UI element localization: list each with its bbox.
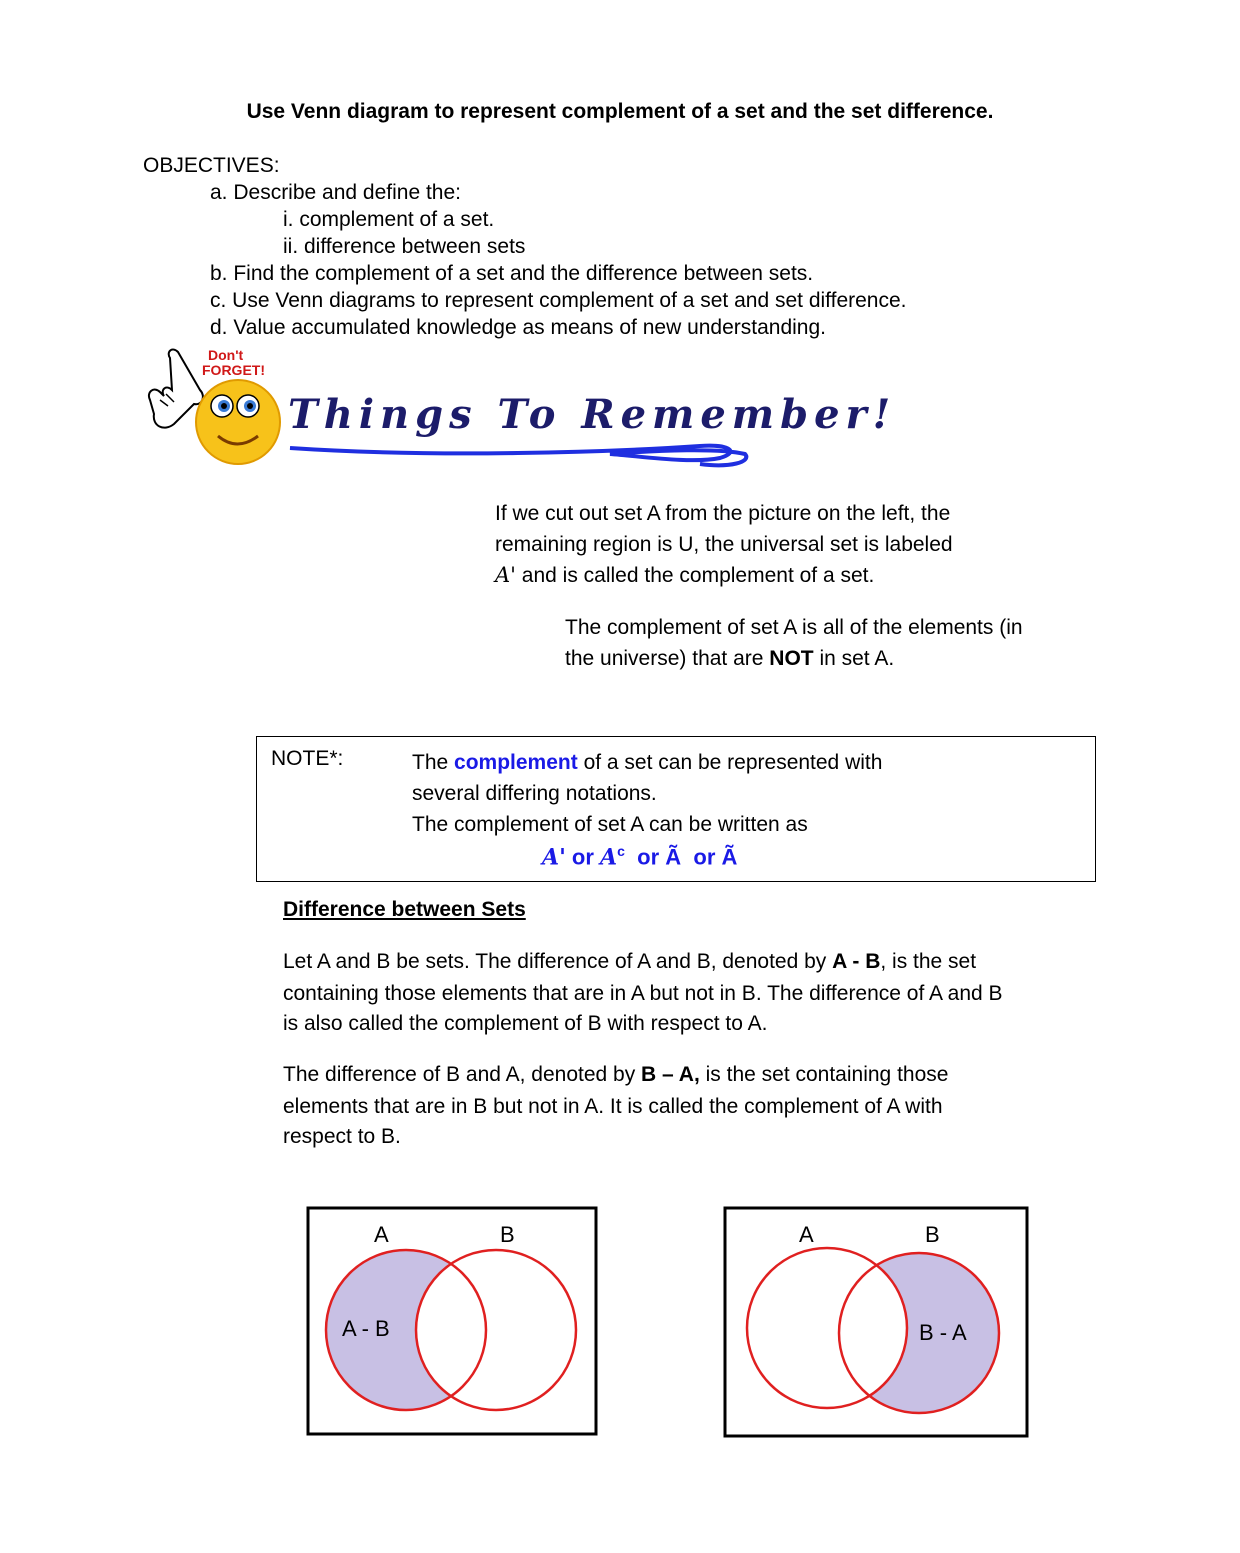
objective-b: b. Find the complement of a set and the difference between sets. bbox=[210, 262, 814, 285]
venn-right-region-label: B - A bbox=[919, 1320, 967, 1345]
notation-tilde1: Ã bbox=[665, 844, 682, 870]
diff-p2-post: is the set containing those bbox=[699, 1063, 949, 1086]
note-line3: The complement of set A can be written as bbox=[412, 813, 808, 836]
dont-forget-badge bbox=[202, 347, 265, 378]
complement-def-line1: The complement of set A is all of the elements (in bbox=[565, 616, 1023, 639]
badge-line2: FORGET! bbox=[202, 362, 265, 378]
diff-p1-mid: , is the set bbox=[880, 950, 977, 973]
badge-line1: Don't bbox=[208, 347, 244, 363]
difference-p2-line1 bbox=[283, 1059, 948, 1090]
objective-c: c. Use Venn diagrams to represent complement of a set and set difference. bbox=[210, 289, 907, 312]
difference-p1-line1 bbox=[283, 946, 976, 977]
note-pre: The bbox=[412, 751, 455, 774]
note-line1 bbox=[412, 747, 1012, 778]
difference-p2-line3: respect to B. bbox=[283, 1125, 401, 1148]
objective-a-i: i. complement of a set. bbox=[283, 208, 495, 231]
difference-p2-line2: elements that are in B but not in A. It is called the complement of A with bbox=[283, 1095, 943, 1118]
objective-a: a. Describe and define the: bbox=[210, 181, 461, 204]
complement-def-bold: NOT bbox=[769, 647, 814, 670]
note-box bbox=[256, 736, 1096, 882]
complement-symbol: A' bbox=[495, 563, 516, 587]
notation-or2: or bbox=[624, 844, 666, 870]
diff-p2-pre: The difference of B and A, denoted by bbox=[283, 1063, 642, 1086]
objective-d: d. Value accumulated knowledge as means of new understanding. bbox=[210, 316, 827, 339]
note-post: of a set can be represented with bbox=[577, 751, 883, 774]
difference-p1-line2: containing those elements that are in A but not in B. The difference of A and B bbox=[283, 982, 1003, 1005]
banner-text: Things To Remember! bbox=[288, 391, 897, 438]
notation-c: A bbox=[600, 844, 618, 871]
complement-intro-line3 bbox=[495, 560, 874, 591]
notation-or1: or bbox=[565, 844, 601, 870]
smiley-face-icon bbox=[196, 380, 280, 464]
difference-heading: Difference between Sets bbox=[283, 898, 526, 921]
diff-p2-bold: B – A, bbox=[641, 1063, 700, 1086]
notation-sup: c bbox=[617, 843, 625, 859]
complement-intro-line2: remaining region is U, the universal set is labeled bbox=[495, 533, 953, 556]
diff-p1-bold: A - B bbox=[832, 950, 881, 973]
venn-left-label-b: B bbox=[500, 1222, 515, 1247]
note-line2: several differing notations. bbox=[412, 782, 657, 805]
objectives-heading: OBJECTIVES: bbox=[143, 154, 280, 177]
complement-def-post: in set A. bbox=[813, 647, 895, 670]
complement-def-pre: the universe) that are bbox=[565, 647, 770, 670]
notation-prime: A' bbox=[542, 844, 566, 871]
venn-right-label-a: A bbox=[799, 1222, 814, 1247]
pointing-hand-icon bbox=[149, 350, 203, 428]
complement-intro-line1: If we cut out set A from the picture on the left, the bbox=[495, 502, 951, 525]
note-text bbox=[412, 747, 1012, 840]
page-title: Use Venn diagram to represent complement of a set and the set difference. bbox=[246, 100, 994, 123]
venn-right-label-b: B bbox=[925, 1222, 940, 1247]
notation-line bbox=[542, 843, 737, 870]
notation-or3: or bbox=[681, 844, 722, 870]
diff-p1-pre: Let A and B be sets. The difference of A and B, denoted by bbox=[283, 950, 833, 973]
venn-left-region-label: A - B bbox=[342, 1316, 390, 1341]
note-label: NOTE*: bbox=[271, 747, 344, 770]
notation-tilde2: Ã bbox=[721, 844, 738, 870]
complement-intro-line3-rest: and is called the complement of a set. bbox=[515, 564, 875, 587]
venn-left-label-a: A bbox=[374, 1222, 389, 1247]
venn-b-minus-a bbox=[723, 1206, 1029, 1438]
venn-a-minus-b bbox=[306, 1206, 598, 1436]
difference-p1-line3: is also called the complement of B with respect to A. bbox=[283, 1012, 768, 1035]
things-to-remember-banner bbox=[140, 340, 897, 470]
complement-def-line2 bbox=[565, 643, 894, 674]
objective-a-ii: ii. difference between sets bbox=[283, 235, 526, 258]
note-keyword: complement bbox=[454, 751, 578, 774]
